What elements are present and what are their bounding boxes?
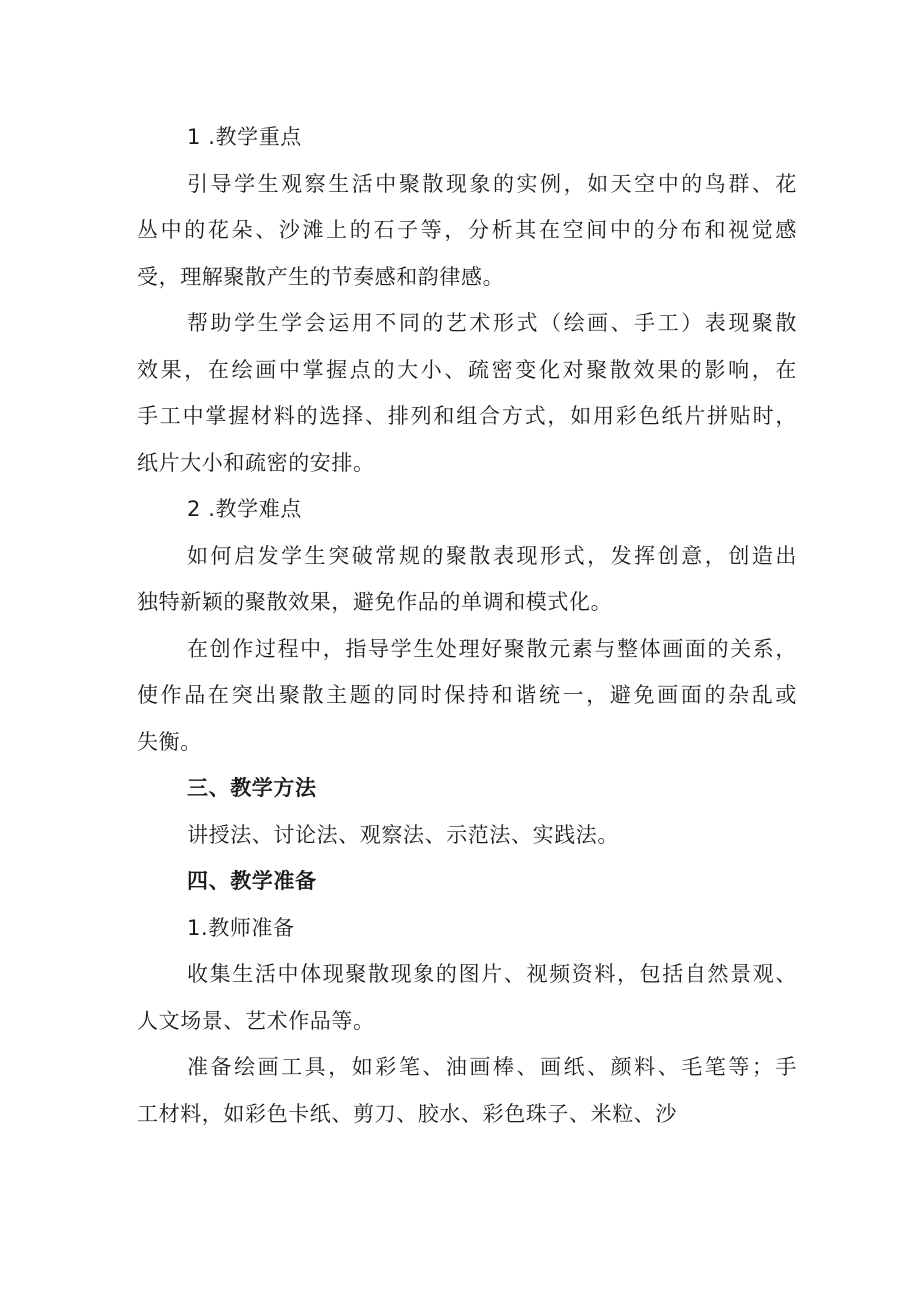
page-content xyxy=(137,114,797,1137)
text-line: 纸片大小和疏密的安排。 xyxy=(137,450,375,475)
text-line: 准备绘画工具，如彩笔、油画棒、画纸、颜料、毛笔等；手 xyxy=(187,1055,797,1079)
heading-teaching-methods: 三、教学方法 xyxy=(187,776,317,800)
text-line: 独特新颖的聚散效果，避免作品的单调和模式化。 xyxy=(137,590,613,614)
paragraph-difficulty-creativity xyxy=(137,533,797,626)
text-line: 帮助学生学会运用不同的艺术形式（绘画、手工）表现聚散 xyxy=(187,311,797,335)
subheading-teacher-preparation: 1.教师准备 xyxy=(187,915,295,940)
text-line: 如何启发学生突破常规的聚散表现形式，发挥创意，创造出 xyxy=(187,543,797,568)
text-line: 丛中的花朵、沙滩上的石子等，分析其在空间中的分布和视觉感 xyxy=(137,218,797,242)
paragraph-focus-art-forms xyxy=(137,300,797,486)
text-line: 收集生活中体现聚散现象的图片、视频资料，包括自然景观、 xyxy=(187,962,797,986)
paragraph-difficulty-composition xyxy=(137,626,797,766)
text-line: 效果，在绘画中掌握点的大小、疏密变化对聚散效果的影响，在 xyxy=(137,357,797,382)
text-line: 失衡。 xyxy=(137,729,202,754)
paragraph-preparation-materials xyxy=(137,951,797,1044)
heading-teaching-focus: 1 .教学重点 xyxy=(187,125,302,149)
paragraph-preparation-tools xyxy=(137,1044,797,1137)
heading-teaching-preparation: 四、教学准备 xyxy=(187,869,317,893)
text-line: 引导学生观察生活中聚散现象的实例，如天空中的鸟群、花 xyxy=(187,171,797,196)
paragraph-focus-observation xyxy=(137,161,797,301)
text-line: 受，理解聚散产生的节奏感和韵律感。 xyxy=(137,264,505,289)
text-line: 人文场景、艺术作品等。 xyxy=(137,1008,375,1033)
text-line: 手工中掌握材料的选择、排列和组合方式，如用彩色纸片拼贴时， xyxy=(137,404,797,428)
text-line: 在创作过程中，指导学生处理好聚散元素与整体画面的关系， xyxy=(187,636,797,661)
text-line: 工材料，如彩色卡纸、剪刀、胶水、彩色珠子、米粒、沙 xyxy=(137,1101,677,1126)
heading-teaching-difficulty: 2 .教学难点 xyxy=(187,497,302,521)
paragraph-methods xyxy=(137,812,797,859)
text-line: 使作品在突出聚散主题的同时保持和谐统一，避免画面的杂乱或 xyxy=(137,683,797,707)
text-line: 讲授法、讨论法、观察法、示范法、实践法。 xyxy=(187,822,619,847)
